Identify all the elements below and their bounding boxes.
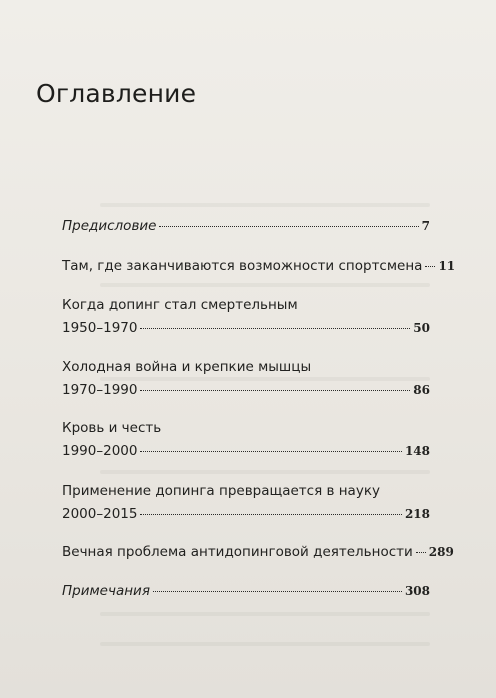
toc-page-number: 7 <box>421 219 430 233</box>
toc-page-number: 218 <box>404 507 430 521</box>
toc-entry-chapter-1[interactable] <box>62 258 456 275</box>
toc-page-number: 86 <box>413 383 430 397</box>
show-through-text <box>100 470 430 474</box>
leader-dots <box>140 390 410 391</box>
toc-entry-years: 1970–1990 <box>62 382 138 398</box>
toc-entry-title: Примечания <box>62 583 150 599</box>
toc-entry-years: 1990–2000 <box>62 443 138 459</box>
leader-dots <box>140 328 410 329</box>
show-through-text <box>100 283 430 287</box>
toc-entry-title: Предисловие <box>62 218 157 234</box>
leader-dots <box>416 552 426 553</box>
toc-entry-years: 2000–2015 <box>62 506 138 522</box>
leader-dots <box>153 591 402 592</box>
toc-entry-chapter-2[interactable] <box>62 297 430 337</box>
show-through-text <box>100 612 430 616</box>
toc-entry-chapter-5[interactable] <box>62 483 430 523</box>
toc-entry-title: Вечная проблема антидопинговой деятельности <box>62 544 413 560</box>
toc-page-number: 289 <box>428 545 454 559</box>
toc-entry-notes[interactable] <box>62 583 430 600</box>
toc-entry-title: Применение допинга превращается в науку <box>62 483 380 499</box>
toc-entry-title: Там, где заканчиваются возможности спортсмена <box>62 258 423 274</box>
toc-entry-chapter-4[interactable] <box>62 420 430 460</box>
show-through-text <box>100 203 430 207</box>
toc-entry-preface[interactable] <box>62 218 430 235</box>
leader-dots <box>140 514 401 515</box>
toc-entry-title: Холодная война и крепкие мышцы <box>62 359 312 375</box>
leader-dots <box>425 266 435 267</box>
page-title: Оглавление <box>36 79 197 108</box>
toc-entry-title: Когда допинг стал смертельным <box>62 297 298 313</box>
toc-entry-title: Кровь и честь <box>62 420 162 436</box>
toc-page-number: 308 <box>404 584 430 598</box>
show-through-text <box>100 642 430 646</box>
toc-entry-chapter-3[interactable] <box>62 359 430 399</box>
toc-page-number: 148 <box>404 444 430 458</box>
leader-dots <box>140 451 401 452</box>
toc-entry-years: 1950–1970 <box>62 320 138 336</box>
toc-entry-chapter-6[interactable] <box>62 544 454 561</box>
leader-dots <box>159 226 418 227</box>
toc-page-number: 50 <box>413 321 430 335</box>
toc-page-number: 11 <box>438 259 456 273</box>
